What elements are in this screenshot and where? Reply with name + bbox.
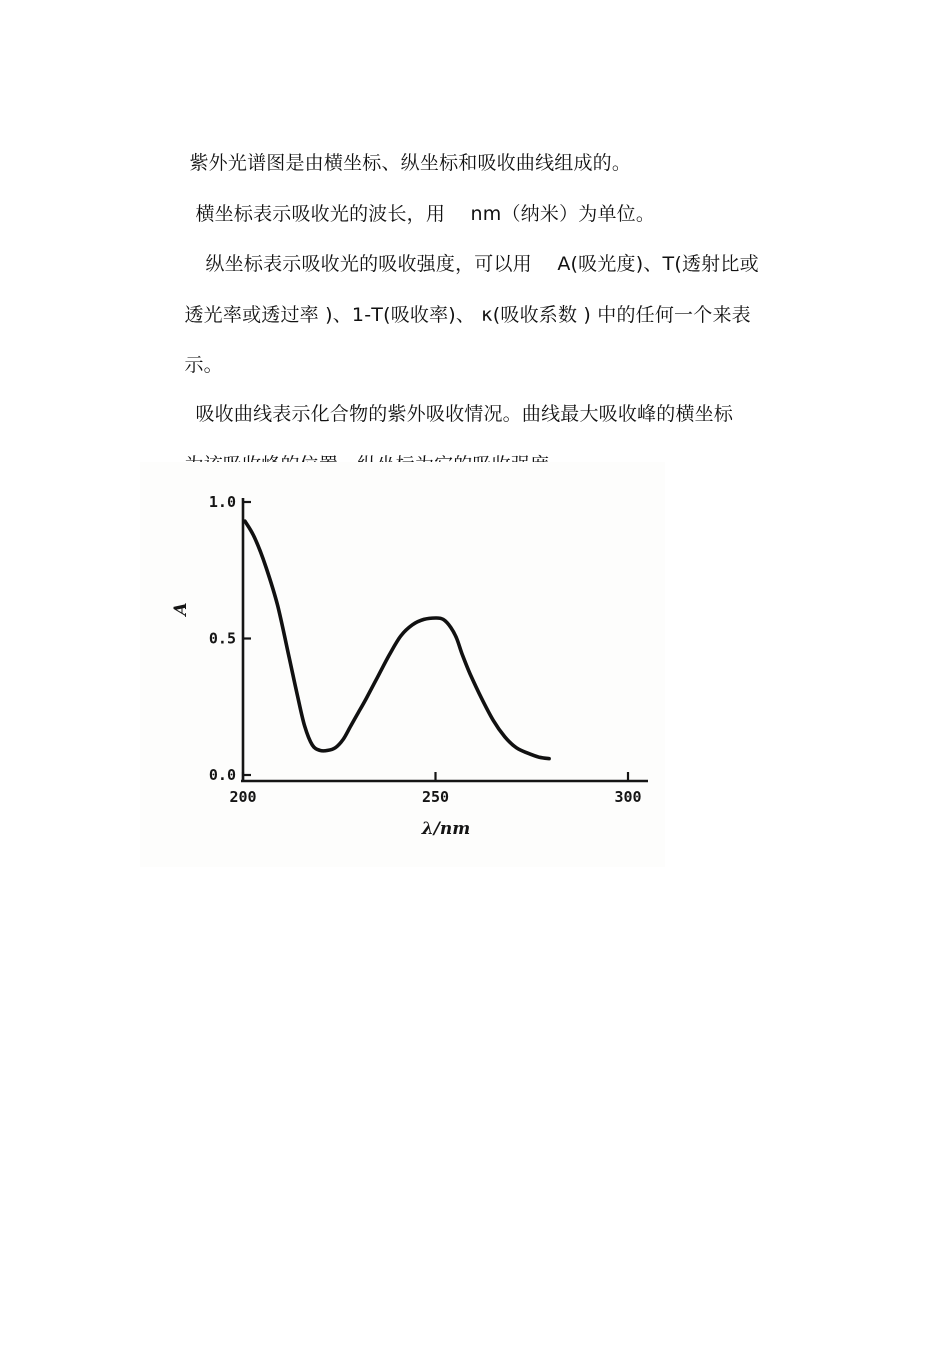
uv-spectrum-chart (140, 462, 665, 867)
paragraph-3-line-1: 纵坐标表示吸收光的吸收强度，可以用 A(吸光度)、T(透射比或 (205, 253, 759, 275)
paragraph-4-line-1-block (183, 381, 733, 425)
paragraph-2 (183, 181, 655, 225)
paragraph-3-line-3: 示。 (184, 354, 223, 376)
paragraph-3-line-3-block (172, 332, 223, 376)
uv-spectrum-figure (140, 462, 665, 867)
ticks (209, 493, 642, 806)
x-tick-label: 300 (614, 788, 642, 806)
paragraph-4-line-1: 吸收曲线表示化合物的紫外吸收情况。曲线最大吸收峰的横坐标 (195, 403, 734, 425)
axes (241, 498, 648, 781)
paragraph-1 (177, 130, 631, 174)
curve-layer (245, 521, 549, 759)
y-axis-title: A (171, 602, 191, 616)
y-tick-label: 0.5 (208, 629, 236, 648)
y-tick-label: 1.0 (208, 493, 236, 511)
x-axis-title: λ/nm (421, 819, 471, 839)
x-tick-label: 200 (229, 788, 257, 806)
paragraph-1-line-1: 紫外光谱图是由横坐标、纵坐标和吸收曲线组成的。 (189, 152, 632, 174)
paragraph-2-line-1: 横坐标表示吸收光的波长，用 nm（纳米）为单位。 (195, 203, 656, 225)
y-tick-label: 0.0 (208, 766, 236, 784)
absorption-curve (245, 521, 549, 759)
paragraph-3-line-1-block (193, 231, 759, 275)
x-tick-label: 250 (421, 788, 450, 806)
paragraph-3-line-2: 透光率或透过率 )、1-T(吸收率)、 κ(吸收系数 ) 中的任何一个来表 (184, 304, 751, 326)
paragraph-3-line-2-block (172, 282, 751, 326)
